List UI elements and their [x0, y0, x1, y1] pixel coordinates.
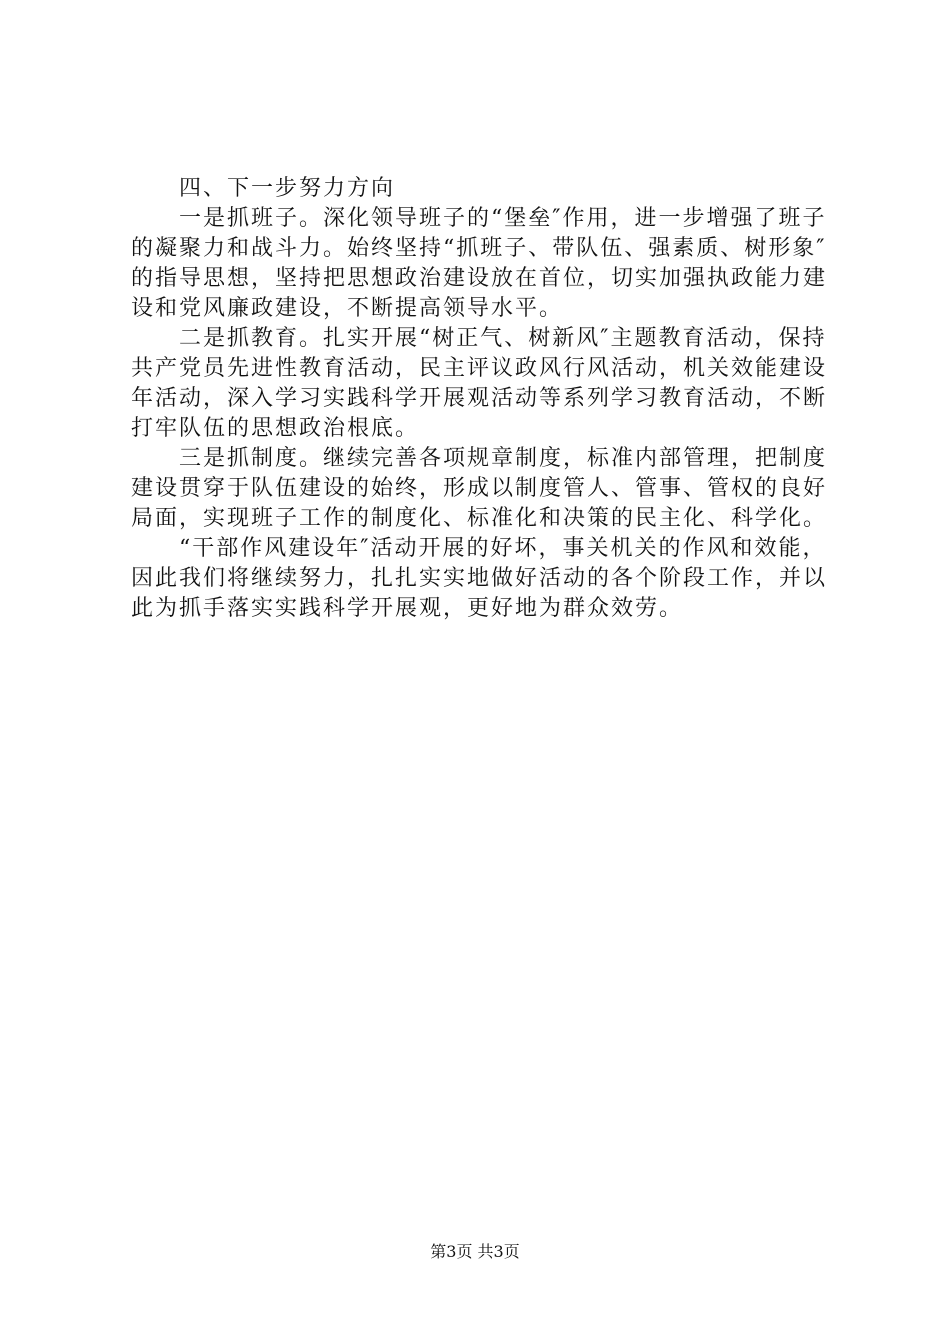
page-number-footer: 第3页 共3页: [430, 1242, 520, 1261]
section-heading: 四、下一步努力方向: [179, 176, 396, 201]
paragraph-conclusion: “干部作风建设年″活动开展的好坏，事关机关的作风和效能，因此我们将继续努力，扎扎实实地做好活动的各个阶段工作，并以此为抓手落实实践科学开展观，更好地为群众效劳。: [131, 536, 828, 621]
document-body: [131, 174, 831, 624]
paragraph-leadership: 一是抓班子。深化领导班子的“堡垒″作用，进一步增强了班子的凝聚力和战斗力。始终坚持“抓班子、带队伍、强素质、树形象″的指导思想，坚持把思想政治建设放在首位，切实加强执政能力建设和党风廉政建设，不断提高领导水平。: [131, 206, 828, 321]
paragraph-education: 二是抓教育。扎实开展“树正气、树新风″主题教育活动，保持共产党员先进性教育活动，民主评议政风行风活动，机关效能建设年活动，深入学习实践科学开展观活动等系列学习教育活动，不断打牢队伍的思想政治根底。: [131, 326, 828, 441]
paragraph-system: 三是抓制度。继续完善各项规章制度，标准内部管理，把制度建设贯穿于队伍建设的始终，形成以制度管人、管事、管权的良好局面，实现班子工作的制度化、标准化和决策的民主化、科学化。: [131, 446, 828, 531]
